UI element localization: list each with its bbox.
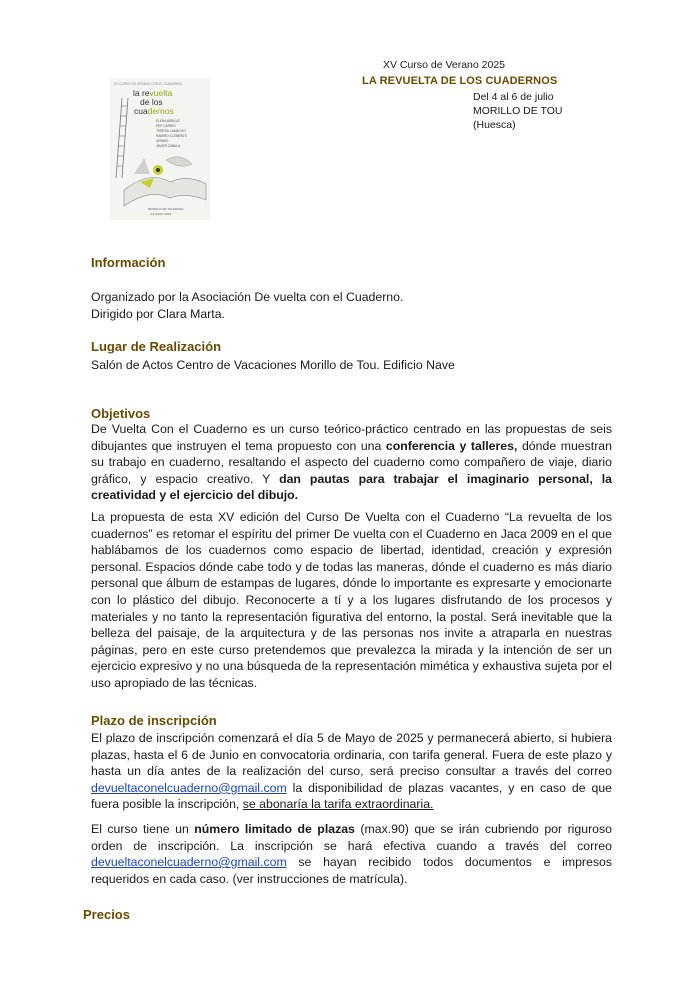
svg-text:RAMIRO CLEMENTE: RAMIRO CLEMENTE — [156, 134, 187, 138]
svg-text:ELENA ARBULÉ: ELENA ARBULÉ — [156, 119, 180, 123]
email-link[interactable]: devueltaconelcuaderno@gmail.com — [91, 780, 287, 795]
svg-text:de los: de los — [140, 97, 163, 107]
course-poster-image — [110, 78, 210, 220]
plazo-heading: Plazo de inscripción — [91, 713, 217, 728]
svg-text:la revuelta: la revuelta — [133, 88, 173, 98]
lugar-text: Salón de Actos Centro de Vacaciones Morillo de Tou. Edificio Nave — [91, 358, 455, 372]
objetivos-paragraph-1 — [91, 421, 612, 504]
svg-text:TERESA CAMACHO: TERESA CAMACHO — [156, 129, 186, 133]
course-place: MORILLO DE TOU — [473, 105, 563, 117]
svg-text:JAVIER ZABALA: JAVIER ZABALA — [156, 144, 181, 148]
plazo-p1-text-b: la disponibilidad de plazas vacantes, y en caso de que fuera posible la inscripción, — [91, 780, 612, 812]
svg-text:URBINO: URBINO — [156, 139, 169, 143]
informacion-heading: Información — [91, 255, 166, 270]
svg-text:cuadernos: cuadernos — [134, 106, 174, 116]
director-line: Dirigido por Clara Marta. — [91, 307, 225, 321]
course-dates: Del 4 al 6 de julio — [473, 91, 554, 103]
plazo-paragraph-2 — [91, 821, 612, 887]
objetivos-p1-bold-b: dan pautas para trabajar el imaginario personal, la creatividad y el ejercicio del dibujo. — [91, 471, 613, 503]
svg-text:XV CURSO DE VERANO CON EL CUAD: XV CURSO DE VERANO CON EL CUADERNO — [114, 82, 183, 86]
objetivos-p1-bold-a: conferencia y talleres, — [385, 438, 518, 453]
plazo-p2-text-c: se hayan recibido todos documentos e impresos requeridos en cada caso. (ver instrucciones de matrícula). — [91, 855, 612, 886]
course-province: (Huesca) — [473, 119, 516, 131]
plazo-paragraph-1 — [91, 730, 612, 813]
objetivos-paragraph-2: La propuesta de esta XV edición del Curso De Vuelta con el Cuaderno “La revuelta de los cuadernos” es retomar el espíritu del primer De vuelta con el Cuaderno en Jaca 2009 en el que hablábamos de los cuadernos como espacio de libertad, identidad, creación y expresión personal. Espacios dónde cabe todo y de todas las maneras, dónde el cuaderno es más diario personal que álbum de estampas de lugares, dónde lo importante es expresarte y emocionarte con lo plástico del dibujo. Reconocerte a tí y a los lugares disfrutando de los procesos y materiales y no tanto la representación figurativa del entorno, la postal. Será inevitable que la belleza del paisaje, de la arquitectura y de las personas nos invite a atraparla en nuestras páginas, pero en este curso pretendemos que prevalezca la mirada y la intención de ser un ejercicio expresivo y no una búsqueda de la representación mimética y exhaustiva sujeta por el uso apropiado de las técnicas. — [91, 510, 612, 690]
svg-text:4 6 JULIO 2025: 4 6 JULIO 2025 — [150, 212, 172, 216]
objetivos-heading: Objetivos — [91, 406, 151, 421]
organizer-line: Organizado por la Asociación De vuelta con el Cuaderno. — [91, 290, 404, 304]
plazo-p2-bold: número limitado de plazas — [194, 822, 355, 836]
email-link-2[interactable]: devueltaconelcuaderno@gmail.com — [91, 855, 287, 870]
objetivos-p1-text-b: dónde muestran su trabajo en cuaderno, resaltando el aspecto del cuaderno como compañero de viaje, diario gráfico, y espacio creativo. Y — [91, 438, 612, 486]
course-edition: XV Curso de Verano 2025 — [383, 59, 506, 71]
plazo-p1-text-a: El plazo de inscripción comenzará el día 5 de Mayo de 2025 y permanecerá abierto, si hubiera plazas, hasta el 6 de Junio en convocatoria ordinaria, con tarifa general. Fuera de este plazo y hasta un día antes de la realización del curso, será preciso consultar a través del correo — [91, 731, 612, 779]
svg-text:MORILLO DE TOU/AINSA: MORILLO DE TOU/AINSA — [148, 207, 184, 211]
precios-heading: Precios — [83, 907, 130, 922]
plazo-p2-text-b: (max.90) que se irán cubriendo por riguroso orden de inscripción. La inscripción se hará efectiva cuando a través del correo — [91, 822, 612, 853]
plazo-p1-underlined: se abonaría la tarifa extraordinaria. — [242, 797, 434, 812]
plazo-p2-text-a: El curso tiene un — [91, 822, 195, 836]
svg-text:PEP CARRIÓ: PEP CARRIÓ — [156, 124, 176, 128]
course-title: LA REVUELTA DE LOS CUADERNOS — [362, 75, 558, 87]
lugar-heading: Lugar de Realización — [91, 339, 222, 354]
objetivos-p1-text-a: De Vuelta Con el Cuaderno es un curso teórico-práctico centrado en las propuestas de seis dibujantes que instruyen el tema propuesto con una — [91, 422, 612, 453]
